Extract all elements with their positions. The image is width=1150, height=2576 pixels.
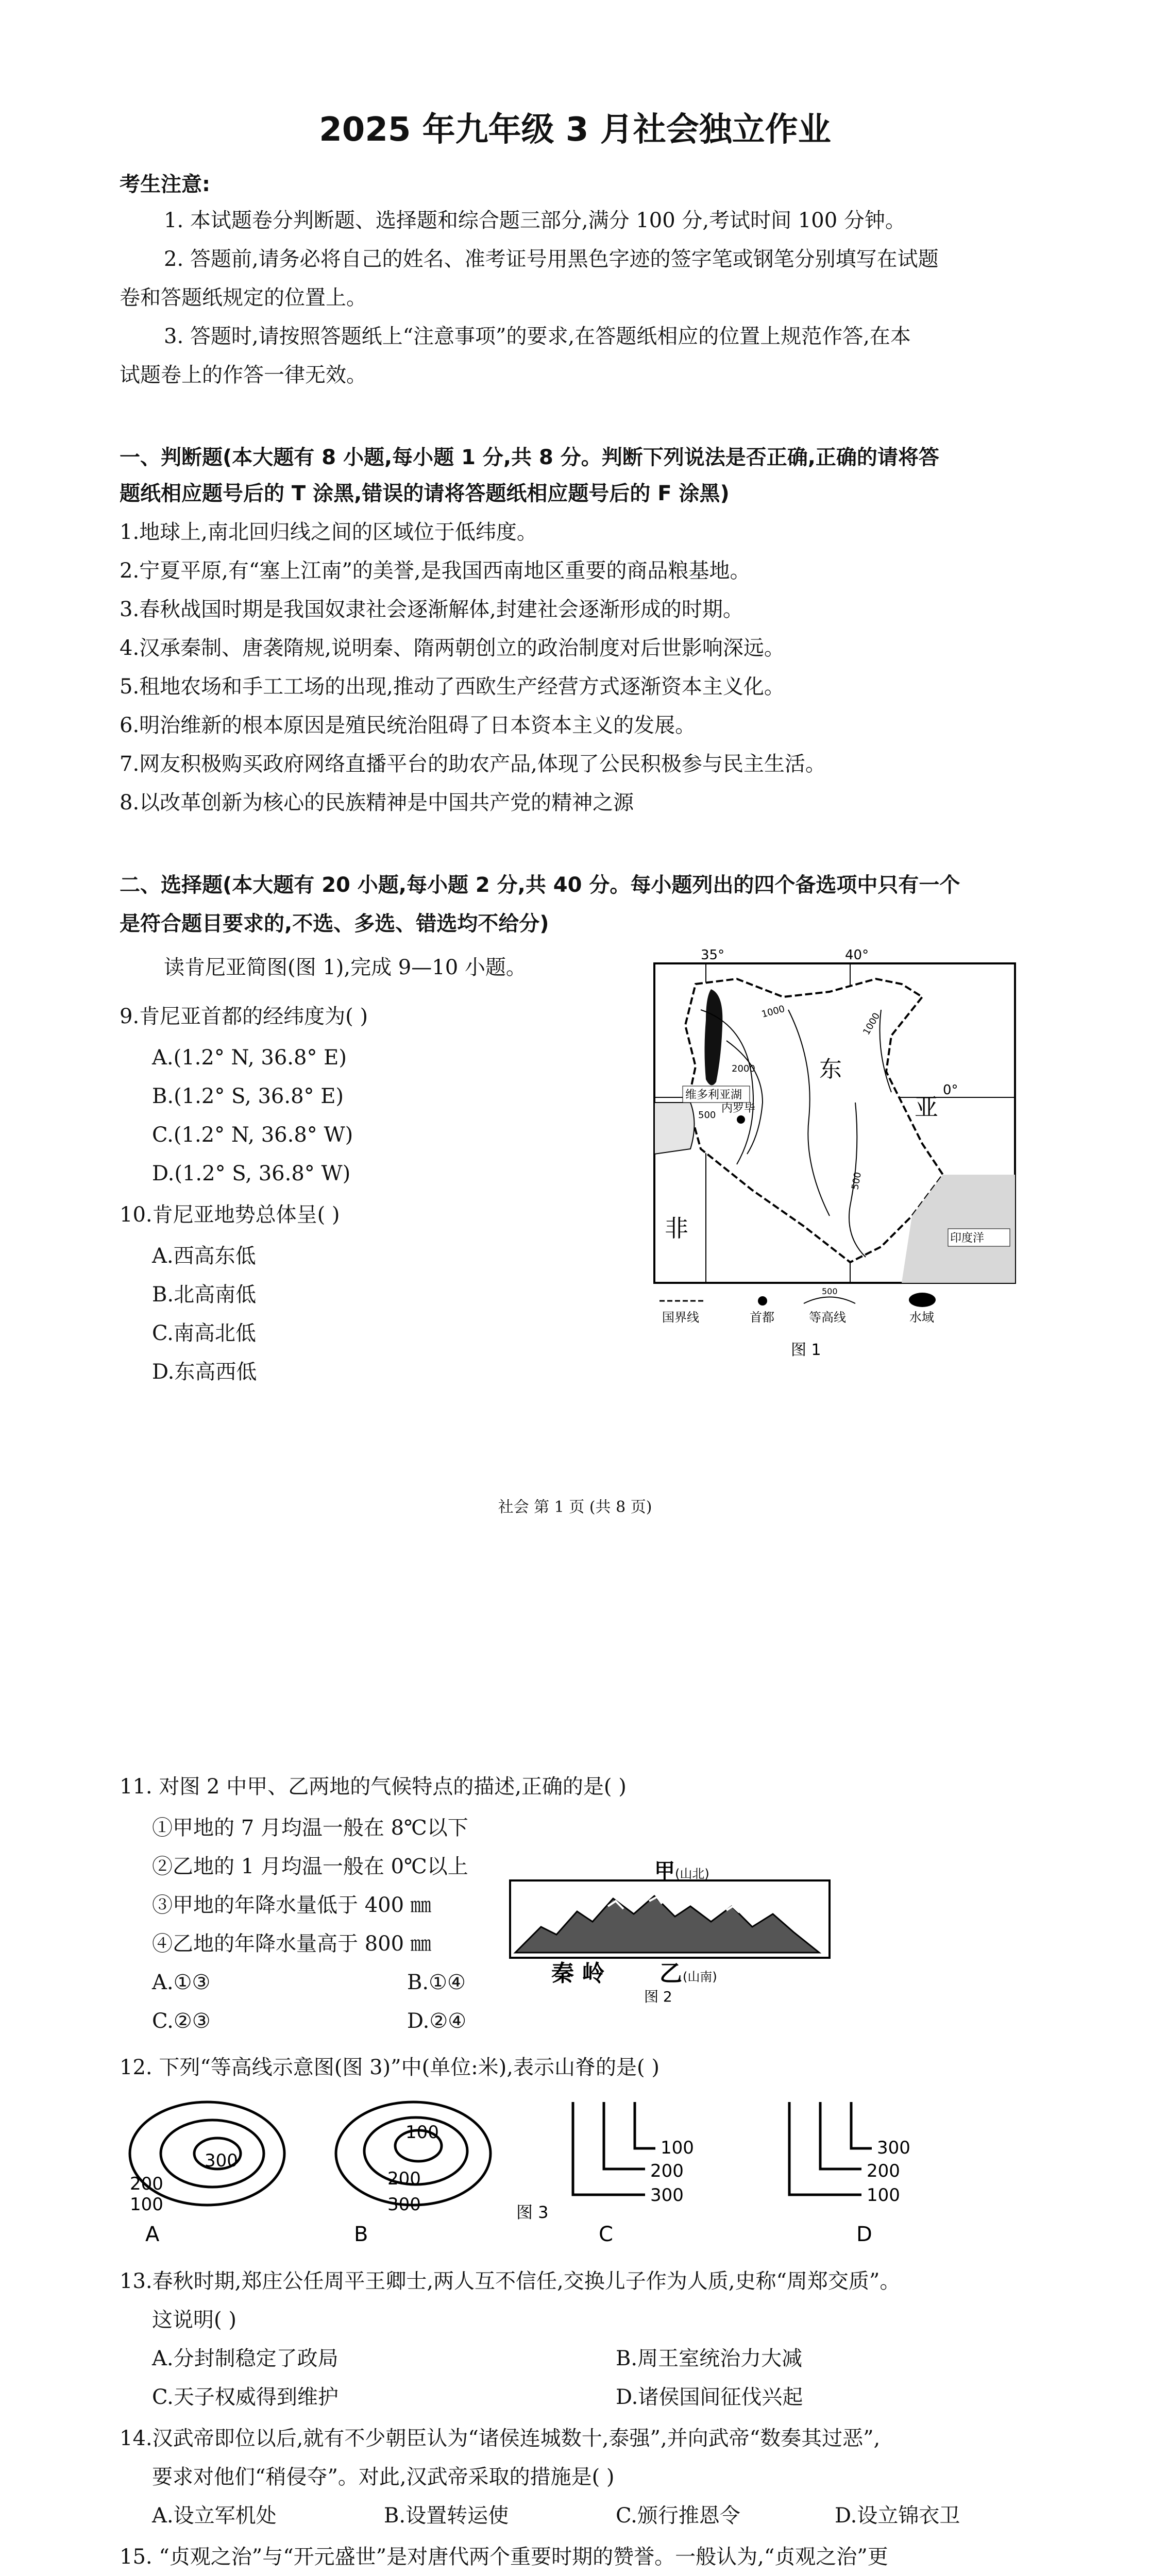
legend-label: 等高线 <box>809 1310 846 1325</box>
section2-heading: 二、选择题(本大题有 20 小题,每小题 2 分,共 40 分。每小题列出的四个备选项中只有一个 <box>120 873 960 897</box>
q9-option: A.(1.2° N, 36.8° E) <box>152 1046 347 1070</box>
diagram-letter: B <box>354 2223 368 2246</box>
q9-stem: 9.肯尼亚首都的经纬度为( ) <box>120 1005 368 1028</box>
qinling-figure <box>505 1850 835 2004</box>
contour-value: 200 <box>650 2161 684 2181</box>
judgement-item: 7.网友积极购买政府网络直播平台的助农产品,体现了公民积极参与民主生活。 <box>120 752 826 776</box>
contour-figure <box>120 2092 1026 2262</box>
ocean-label: 印度洋 <box>950 1232 985 1245</box>
contour-diagram-d <box>789 2102 910 2246</box>
contour-value: 100 <box>867 2185 900 2206</box>
q14-stem: 14.汉武帝即位以后,就有不少朝臣认为“诸侯连城数十,泰强”,并向武帝“数奏其过恶”, <box>120 2427 881 2450</box>
yi-label: 乙 <box>659 1960 682 1987</box>
q14-option: A.设立军机处 <box>152 2504 277 2528</box>
legend-label: 首都 <box>750 1310 774 1325</box>
place-label: 东 <box>819 1056 842 1082</box>
contour-value: 300 <box>205 2150 238 2171</box>
contour-label: 1000 <box>861 1011 883 1037</box>
contour-label: 2000 <box>732 1063 755 1074</box>
page-footer: 社会 第 1 页 (共 8 页) <box>498 1498 652 1516</box>
lon-label: 40° <box>845 948 869 963</box>
diagram-letter: D <box>856 2223 872 2246</box>
lat-label: 0° <box>943 1082 958 1098</box>
legend-sample: 500 <box>822 1286 838 1296</box>
q11-statement: ③甲地的年降水量低于 400 ㎜ <box>152 1893 431 1917</box>
contour-value: 200 <box>387 2168 421 2189</box>
contour-value: 300 <box>650 2185 684 2206</box>
q9-option: D.(1.2° S, 36.8° W) <box>152 1162 351 1185</box>
contour-diagram-c <box>516 2102 694 2246</box>
q13-stem: 13.春秋时期,郑庄公任周平王卿士,两人互不信任,交换儿子作为人质,史称“周郑交质”。 <box>120 2269 901 2293</box>
q14-stem: 要求对他们“稍侵夺”。对此,汉武帝采取的措施是( ) <box>152 2465 615 2489</box>
contour-value: 200 <box>867 2161 900 2181</box>
contour-value: 100 <box>130 2194 163 2215</box>
notice-line: 卷和答题纸规定的位置上。 <box>120 286 367 310</box>
lake-label: 维多利亚湖 <box>685 1089 742 1101</box>
capital-marker <box>737 1115 745 1124</box>
q13-option: D.诸侯国间征伐兴起 <box>616 2385 803 2409</box>
q11-statement: ④乙地的年降水量高于 800 ㎜ <box>152 1932 431 1956</box>
jia-label: 甲 <box>654 1859 675 1883</box>
contour-diagram-b <box>336 2102 491 2246</box>
qinling-label: 秦 岭 <box>551 1960 605 1987</box>
legend-label: 国界线 <box>662 1310 699 1325</box>
yi-note: (山南) <box>683 1970 717 1984</box>
q11-option: B.①④ <box>407 1971 466 1994</box>
notice-line: 试题卷上的作答一律无效。 <box>120 363 367 387</box>
diagram-letter: A <box>145 2223 160 2246</box>
judgement-item: 2.宁夏平原,有“塞上江南”的美誉,是我国西南地区重要的商品粮基地。 <box>120 559 751 583</box>
q13-option: A.分封制稳定了政局 <box>152 2347 339 2370</box>
legend-contour-symbol <box>804 1297 855 1304</box>
diagram-letter: C <box>599 2223 613 2246</box>
judgement-item: 8.以改革创新为核心的民族精神是中国共产党的精神之源 <box>120 791 634 815</box>
q11-statement: ①甲地的 7 月均温一般在 8℃以下 <box>152 1816 468 1840</box>
q11-option: D.②④ <box>407 2009 467 2033</box>
contour-line <box>851 2102 872 2148</box>
jia-note: (山北) <box>675 1867 709 1881</box>
contour-diagram-a <box>130 2102 284 2246</box>
figure-caption: 图 2 <box>644 1988 672 2004</box>
notice-heading: 考生注意: <box>120 173 210 196</box>
q10-option: B.北高南低 <box>152 1283 257 1307</box>
contour-label: 500 <box>850 1171 864 1191</box>
q13-stem: 这说明( ) <box>152 2308 236 2332</box>
notice-line: 3. 答题时,请按照答题纸上“注意事项”的要求,在答题纸相应的位置上规范作答,在本 <box>164 325 911 348</box>
contour-line <box>604 2102 645 2169</box>
contour-label: 500 <box>698 1110 716 1121</box>
kenya-map <box>634 948 1046 1365</box>
page-title: 2025 年九年级 3 月社会独立作业 <box>319 111 831 149</box>
notice-line: 2. 答题前,请务必将自己的姓名、准考证号用黑色字迹的签字笔或钢笔分别填写在试题 <box>164 247 939 271</box>
q10-option: C.南高北低 <box>152 1321 256 1345</box>
contour-value: 300 <box>877 2138 910 2158</box>
q9-option: B.(1.2° S, 36.8° E) <box>152 1084 344 1108</box>
region-label: 亚 <box>915 1093 938 1121</box>
q10-stem: 10.肯尼亚地势总体呈( ) <box>120 1203 340 1227</box>
judgement-item: 3.春秋战国时期是我国奴隶社会逐渐解体,封建社会逐渐形成的时期。 <box>120 598 743 621</box>
judgement-item: 5.租地农场和手工工场的出现,推动了西欧生产经营方式逐渐资本主义化。 <box>120 675 785 699</box>
q13-option: B.周王室统治力大减 <box>616 2347 803 2370</box>
contour-value: 300 <box>387 2194 421 2215</box>
lon-label: 35° <box>701 948 725 963</box>
contour-value: 200 <box>130 2174 163 2194</box>
q15-stem: 15. “贞观之治”与“开元盛世”是对唐代两个重要时期的赞誉。一般认为,“贞观之治”更 <box>120 2545 888 2569</box>
figure-caption: 图 3 <box>516 2202 549 2222</box>
q11-statement: ②乙地的 1 月均温一般在 0℃以上 <box>152 1855 468 1878</box>
contour-line <box>635 2102 655 2148</box>
q9-option: C.(1.2° N, 36.8° W) <box>152 1123 353 1147</box>
q14-option: C.颁行推恩令 <box>616 2504 740 2528</box>
q11-option: C.②③ <box>152 2009 211 2033</box>
q11-stem: 11. 对图 2 中甲、乙两地的气候特点的描述,正确的是( ) <box>120 1775 627 1799</box>
contour-value: 100 <box>405 2122 439 2143</box>
contour-value: 100 <box>661 2138 694 2158</box>
contour-line <box>820 2102 861 2169</box>
q10-option: A.西高东低 <box>152 1244 256 1268</box>
lake-victoria <box>654 1103 695 1154</box>
judgement-item: 4.汉承秦制、唐袭隋规,说明秦、隋两朝创立的政治制度对后世影响深远。 <box>120 636 785 660</box>
legend-capital-symbol <box>758 1296 767 1306</box>
region-label: 非 <box>665 1214 688 1242</box>
section2-heading: 是符合题目要求的,不选、多选、错选均不给分) <box>120 912 549 936</box>
q11-option: A.①③ <box>152 1971 211 1994</box>
section1-heading: 一、判断题(本大题有 8 小题,每小题 1 分,共 8 分。判断下列说法是否正确,正确的请将答 <box>120 446 939 469</box>
legend-label: 水域 <box>909 1310 934 1325</box>
q13-option: C.天子权威得到维护 <box>152 2385 339 2409</box>
contour-label: 1000 <box>760 1003 786 1020</box>
place-label: 内罗毕 <box>721 1102 756 1115</box>
q14-option: B.设置转运使 <box>384 2504 509 2528</box>
notice-line: 1. 本试题卷分判断题、选择题和综合题三部分,满分 100 分,考试时间 100 分钟。 <box>164 209 906 232</box>
figure-caption: 图 1 <box>791 1341 821 1359</box>
q14-option: D.设立锦衣卫 <box>835 2504 960 2528</box>
judgement-item: 6.明治维新的根本原因是殖民统治阻碍了日本资本主义的发展。 <box>120 714 696 737</box>
judgement-item: 1.地球上,南北回归线之间的区域位于低纬度。 <box>120 520 537 544</box>
legend-water-symbol <box>909 1293 936 1307</box>
q12-stem: 12. 下列“等高线示意图(图 3)”中(单位:米),表示山脊的是( ) <box>120 2056 659 2079</box>
map-legend <box>659 1286 936 1325</box>
section1-heading: 题纸相应题号后的 T 涂黑,错误的请将答题纸相应题号后的 F 涂黑) <box>120 482 730 505</box>
reading-prompt: 读肯尼亚简图(图 1),完成 9—10 小题。 <box>164 956 527 979</box>
q10-option: D.东高西低 <box>152 1360 257 1384</box>
